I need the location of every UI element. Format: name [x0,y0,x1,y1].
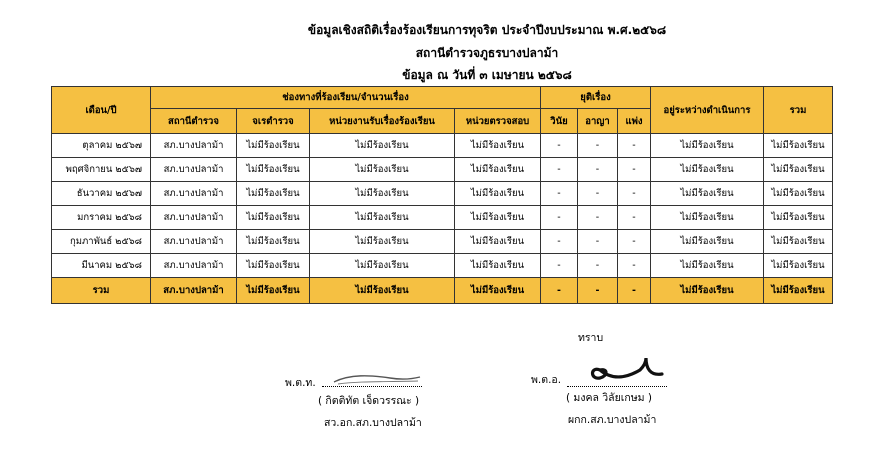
table-cell: ไม่มีร้องเรียน [764,254,833,278]
table-cell: - [541,206,578,230]
header-in-progress: อยู่ระหว่างดำเนินการ [651,87,764,134]
table-cell: ไม่มีร้องเรียน [455,182,541,206]
report-title: ข้อมูลเชิงสถิติเรื่องร้องเรียนการทุจริต ประจำปีงบประมาณ พ.ศ.๒๕๖๘ [307,23,667,37]
table-cell: ไม่มีร้องเรียน [455,158,541,182]
station-name: สถานีตำรวจภูธรบางปลาม้า [415,46,559,60]
table-cell: - [618,230,651,254]
table-cell: ไม่มีร้องเรียน [310,182,455,206]
table-cell: สภ.บางปลาม้า [151,206,237,230]
right-signature-line [567,386,667,387]
subheader-discipline: วินัย [541,109,578,134]
table-cell: ไม่มีร้องเรียน [237,206,310,230]
subheader-inspector: จเรตำรวจ [237,109,310,134]
table-cell: ไม่มีร้องเรียน [651,254,764,278]
table-cell: - [541,158,578,182]
total-cell: - [578,278,618,304]
table-row [52,206,833,230]
left-signer-rank: พ.ต.ท. [285,377,316,389]
month-cell: มีนาคม ๒๕๖๘ [52,254,151,278]
total-cell: สภ.บางปลาม้า [151,278,237,304]
left-signature-line [322,386,422,387]
right-signer-rank: พ.ต.อ. [531,374,562,386]
table-cell: ไม่มีร้องเรียน [455,254,541,278]
total-row [52,278,833,304]
left-signer-name: ( กิตติทัต เจ็ดวรรณะ ) [318,395,420,407]
month-cell: กุมภาพันธ์ ๒๕๖๘ [52,230,151,254]
table-row [52,230,833,254]
left-signature-mark [330,372,422,386]
right-signer-name: ( มงคล วิลัยเกษม ) [566,392,652,404]
table-cell: ไม่มีร้องเรียน [310,206,455,230]
table-cell: สภ.บางปลาม้า [151,134,237,158]
subheader-audit-unit: หน่วยตรวจสอบ [455,109,541,134]
table-cell: ไม่มีร้องเรียน [764,158,833,182]
table-cell: สภ.บางปลาม้า [151,254,237,278]
table-cell: - [618,182,651,206]
table-cell: ไม่มีร้องเรียน [455,206,541,230]
table-cell: - [618,206,651,230]
total-cell: - [541,278,578,304]
total-cell: - [618,278,651,304]
table-cell: ไม่มีร้องเรียน [651,182,764,206]
left-signer-position: สว.อก.สภ.บางปลาม้า [324,417,422,429]
table-cell: ไม่มีร้องเรียน [651,158,764,182]
table-cell: - [618,158,651,182]
table-cell: ไม่มีร้องเรียน [455,134,541,158]
header-month: เดือน/ปี [52,87,151,134]
table-cell: ไม่มีร้องเรียน [310,134,455,158]
table-cell: - [541,254,578,278]
table-cell: ไม่มีร้องเรียน [237,254,310,278]
subheader-criminal: อาญา [578,109,618,134]
header-closed: ยุติเรื่อง [541,87,651,109]
table-cell: - [541,182,578,206]
table-cell: ไม่มีร้องเรียน [237,230,310,254]
complaint-statistics-table [51,86,833,304]
header-total: รวม [764,87,833,134]
table-cell: - [578,206,618,230]
table-cell: ไม่มีร้องเรียน [651,134,764,158]
month-cell: ธันวาคม ๒๕๖๗ [52,182,151,206]
subheader-civil: แพ่ง [618,109,651,134]
table-cell: ไม่มีร้องเรียน [310,230,455,254]
acknowledged-label: ทราบ [578,332,604,344]
month-cell: มกราคม ๒๕๖๘ [52,206,151,230]
table-cell: - [578,158,618,182]
header-channels: ช่องทางที่ร้องเรียน/จำนวนเรื่อง [151,87,541,109]
table-row [52,254,833,278]
table-cell: ไม่มีร้องเรียน [764,230,833,254]
table-cell: - [618,134,651,158]
total-cell: ไม่มีร้องเรียน [651,278,764,304]
table-cell: ไม่มีร้องเรียน [455,230,541,254]
total-cell: ไม่มีร้องเรียน [764,278,833,304]
table-cell: ไม่มีร้องเรียน [764,134,833,158]
table-cell: ไม่มีร้องเรียน [237,158,310,182]
table-cell: ไม่มีร้องเรียน [764,182,833,206]
right-signature-mark [586,356,664,386]
table-cell: ไม่มีร้องเรียน [764,206,833,230]
table-cell: ไม่มีร้องเรียน [310,158,455,182]
total-cell: ไม่มีร้องเรียน [455,278,541,304]
table-cell: ไม่มีร้องเรียน [651,206,764,230]
table-row [52,134,833,158]
table-cell: ไม่มีร้องเรียน [237,134,310,158]
table-row [52,158,833,182]
table-cell: - [541,230,578,254]
table-cell: - [541,134,578,158]
table-cell: ไม่มีร้องเรียน [310,254,455,278]
subheader-complaint-unit: หน่วยงานรับเรื่องร้องเรียน [310,109,455,134]
right-signer-position: ผกก.สภ.บางปลาม้า [568,414,657,426]
table-cell: - [618,254,651,278]
table-cell: - [578,134,618,158]
table-cell: ไม่มีร้องเรียน [237,182,310,206]
table-row [52,182,833,206]
total-cell: ไม่มีร้องเรียน [310,278,455,304]
table-cell: - [578,254,618,278]
table-cell: สภ.บางปลาม้า [151,158,237,182]
table-cell: - [578,182,618,206]
total-cell: ไม่มีร้องเรียน [237,278,310,304]
table-cell: - [578,230,618,254]
month-cell: ตุลาคม ๒๕๖๗ [52,134,151,158]
table-cell: สภ.บางปลาม้า [151,230,237,254]
table-cell: สภ.บางปลาม้า [151,182,237,206]
report-date: ข้อมูล ณ วันที่ ๓ เมษายน ๒๕๖๘ [402,68,572,82]
table-cell: ไม่มีร้องเรียน [651,230,764,254]
total-label: รวม [52,278,151,304]
subheader-police-station: สถานีตำรวจ [151,109,237,134]
month-cell: พฤศจิกายน ๒๕๖๗ [52,158,151,182]
